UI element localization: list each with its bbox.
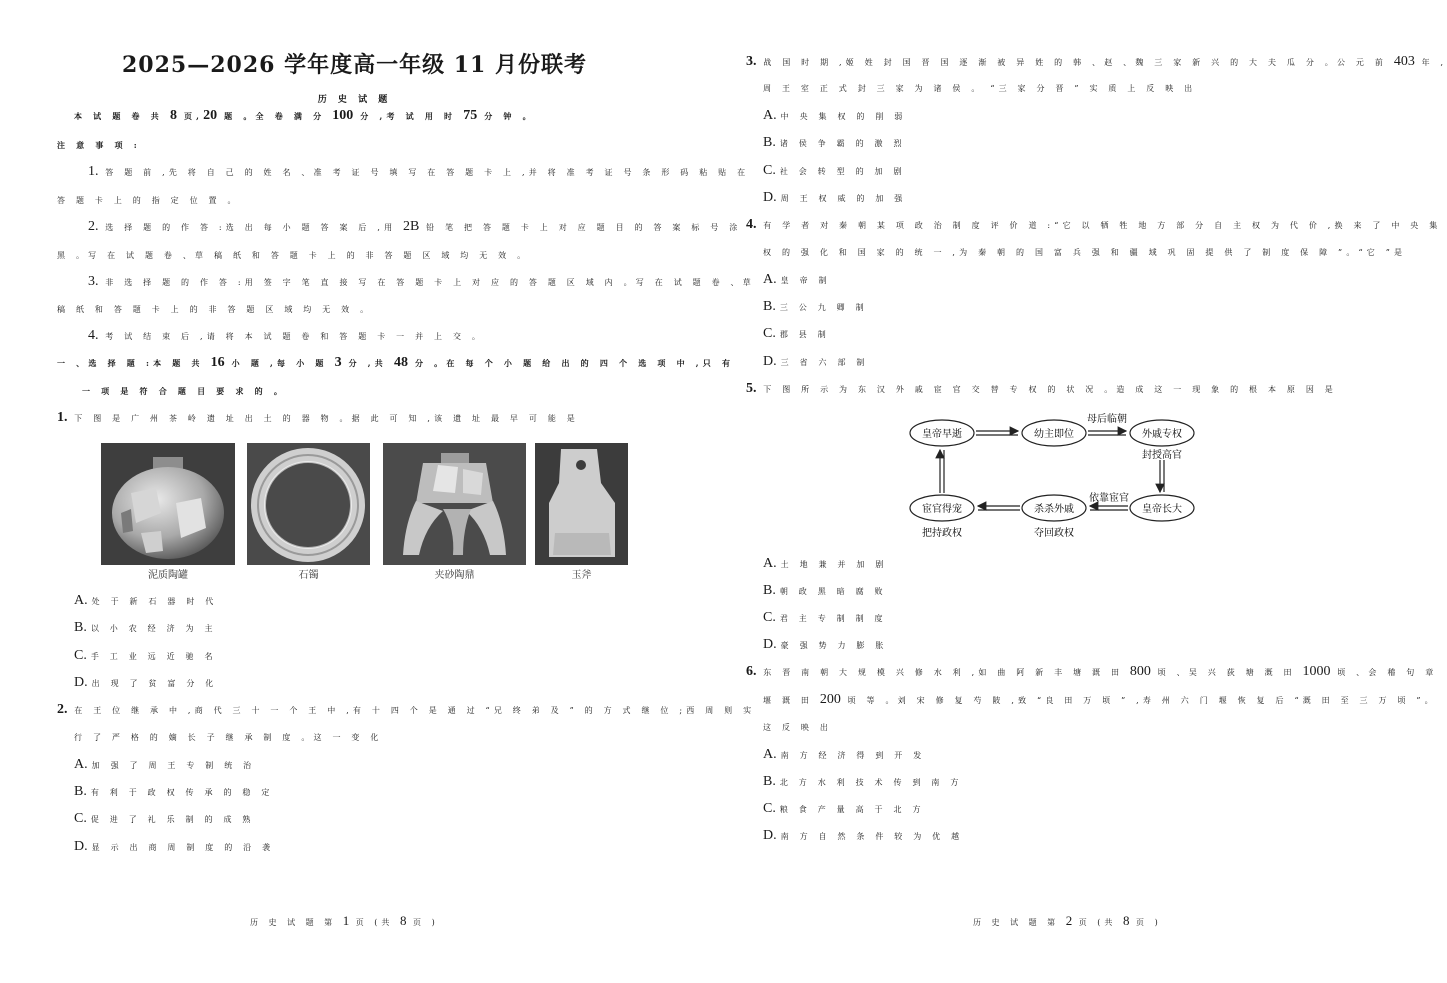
- node-emperor-dies-young: [910, 420, 974, 446]
- question-3-stem-cont: 周 王 室 正 式 封 三 家 为 诸 侯 。 “三 家 分 晋 ” 实 质 上 反 映 出: [763, 84, 1197, 93]
- q4-option-b[interactable]: B. 三 公 九 卿 制: [763, 299, 868, 314]
- label-empress-regency: 母后临朝: [1087, 414, 1127, 425]
- question-2-stem: 2. 在 王 位 继 承 中 ,商 代 三 十 一 个 王 中 ,有 十 四 个 是 通 过 “兄 终 弟 及 ” 的 方 式 继 位 ;西 周 则 实: [57, 702, 756, 717]
- artifact-stone-bracelet-image: [247, 443, 370, 565]
- question-3-stem: 3. 战 国 时 期 ,姬 姓 封 国 晋 国 逐 渐 被 异 姓 的 韩 、赵 、魏 三 家 新 兴 的 大 夫 瓜 分 。公 元 前 403 年 ,: [746, 54, 1447, 69]
- q5-option-d[interactable]: D. 豪 强 势 力 膨 胀: [763, 637, 888, 652]
- question-1-stem: 1. 下 图 是 广 州 茶 岭 遗 址 出 土 的 器 物 。据 此 可 知 ,该 遗 址 最 早 可 能 是: [57, 410, 579, 425]
- notice-1: 1. 答 题 前 ,先 将 自 己 的 姓 名 、准 考 证 号 填 写 在 答 题 卡 上 ,并 将 准 考 证 号 条 形 码 粘 贴 在: [88, 164, 750, 179]
- exam-title: 2025—2026 学年度高一年级 11 月份联考: [121, 52, 588, 78]
- q4-option-a[interactable]: A. 皇 帝 制: [763, 272, 831, 287]
- question-6-stem-cont: 堰 溉 田 200 顷 等 。刘 宋 修 复 芍 陂 ,致 “良 田 万 顷 ” ,寿 州 六 门 堰 恢 复 后 “溉 田 至 三 万 顷 ”。: [763, 692, 1437, 707]
- exam-intro: 本 试 题 卷 共 8 页,20 题 。全 卷 满 分 100 分 ,考 试 用 时 75 分 钟 。: [74, 108, 535, 123]
- node-child-ascends: [1022, 420, 1086, 446]
- q6-option-d[interactable]: D. 南 方 自 然 条 件 较 为 优 越: [763, 828, 964, 843]
- label-retake-power: 夺回政权: [1034, 528, 1074, 539]
- q6-option-b[interactable]: B. 北 方 水 利 技 术 传 到 南 方: [763, 774, 963, 789]
- artifact-tripod-ding-image: [383, 443, 526, 565]
- question-6-stem-cont-2: 这 反 映 出: [763, 723, 833, 732]
- eunuch-consort-cycle-diagram: [898, 408, 1208, 544]
- label-rely-eunuchs: 依靠宦官: [1089, 493, 1129, 504]
- svg-text:外戚专权: 外戚专权: [1142, 429, 1182, 440]
- notice-3-cont: 稿 纸 和 答 题 卡 上 的 非 答 题 区 域 均 无 效 。: [57, 305, 373, 314]
- q3-option-d[interactable]: D. 周 王 权 威 的 加 强: [763, 190, 907, 205]
- q1-option-c[interactable]: C. 手 工 业 远 近 驰 名: [74, 648, 217, 663]
- q2-option-d[interactable]: D. 显 示 出 商 周 制 度 的 沿 袭: [74, 839, 275, 854]
- notice-1-cont: 答 题 卡 上 的 指 定 位 置 。: [57, 196, 240, 205]
- node-consort-power: [1130, 420, 1194, 446]
- caption-jade-axe: 玉斧: [571, 570, 592, 581]
- question-5-stem: 5. 下 图 所 示 为 东 汉 外 戚 宦 官 交 替 专 权 的 状 况 。造 成 这 一 现 象 的 根 本 原 因 是: [746, 381, 1337, 396]
- q6-option-a[interactable]: A. 南 方 经 济 得 到 开 发: [763, 747, 926, 762]
- label-control-power: 把持政权: [922, 528, 962, 539]
- notice-4: 4. 考 试 结 束 后 ,请 将 本 试 题 卷 和 答 题 卡 一 并 上 交 。: [88, 328, 485, 343]
- caption-pottery-jar: 泥质陶罐: [148, 570, 188, 581]
- artifact-pottery-jar-image: [101, 443, 235, 565]
- svg-text:皇帝早逝: 皇帝早逝: [922, 429, 962, 440]
- q1-option-d[interactable]: D. 出 现 了 贫 富 分 化: [74, 675, 218, 690]
- notice-3: 3. 非 选 择 题 的 作 答 :用 签 字 笔 直 接 写 在 答 题 卡 上 对 应 的 答 题 区 域 内 。写 在 试 题 卷 、草: [88, 274, 755, 289]
- node-eunuch-favored: [910, 495, 974, 521]
- caption-tripod-ding: 夹砂陶鼎: [434, 570, 475, 581]
- q2-option-b[interactable]: B. 有 利 于 政 权 传 承 的 稳 定: [74, 784, 274, 799]
- notice-2: 2. 选 择 题 的 作 答 :选 出 每 小 题 答 案 后 ,用 2B 铅 笔 把 答 题 卡 上 对 应 题 目 的 答 案 标 号 涂: [88, 219, 742, 234]
- svg-text:宦官得宠: 宦官得宠: [922, 504, 962, 515]
- q5-option-a[interactable]: A. 土 地 兼 并 加 剧: [763, 556, 888, 571]
- q5-option-c[interactable]: C. 君 主 专 制 制 度: [763, 610, 887, 625]
- q1-option-b[interactable]: B. 以 小 农 经 济 为 主: [74, 620, 217, 635]
- artifact-jade-axe-image: [535, 443, 628, 565]
- question-4-stem-cont: 权 的 强 化 和 国 家 的 统 一 ,为 秦 朝 的 国 富 兵 强 和 疆 域 巩 固 提 供 了 制 度 保 障 ”。“它 ”是: [763, 248, 1407, 257]
- q6-option-c[interactable]: C. 粮 食 产 量 高 于 北 方: [763, 801, 925, 816]
- exam-subtitle: 历 史 试 题: [317, 95, 392, 105]
- svg-text:皇帝长大: 皇帝长大: [1142, 504, 1182, 515]
- q4-option-d[interactable]: D. 三 省 六 部 制: [763, 354, 869, 369]
- label-high-offices: 封授高官: [1142, 450, 1182, 461]
- q4-option-c[interactable]: C. 郡 县 制: [763, 326, 830, 341]
- question-6-stem: 6. 东 晋 南 朝 大 规 模 兴 修 水 利 ,如 曲 阿 新 丰 塘 溉 田 800 顷 、吴 兴 荻 塘 溉 田 1000 顷 、会 稽 句 章: [746, 664, 1438, 679]
- q5-option-b[interactable]: B. 朝 政 黑 暗 腐 败: [763, 583, 887, 598]
- q2-option-c[interactable]: C. 促 进 了 礼 乐 制 的 成 熟: [74, 811, 255, 826]
- caption-stone-bracelet: 石镯: [298, 570, 319, 581]
- svg-text:杀杀外戚: 杀杀外戚: [1034, 504, 1074, 515]
- notice-2-cont: 黑 。写 在 试 题 卷 、草 稿 纸 和 答 题 卡 上 的 非 答 题 区 域 均 无 效 。: [57, 251, 530, 260]
- notice-heading: 注 意 事 项 :: [57, 140, 141, 150]
- question-4-stem: 4. 有 学 者 对 秦 朝 某 项 政 治 制 度 评 价 道 :“它 以 牺 牲 地 方 部 分 自 主 权 为 代 价 ,换 来 了 中 央 集: [746, 217, 1442, 232]
- section-heading-cont: 一 项 是 符 合 题 目 要 求 的 。: [82, 386, 287, 396]
- exam-page-2: [709, 0, 1447, 983]
- q2-option-a[interactable]: A. 加 强 了 周 王 专 制 统 治: [74, 757, 256, 772]
- q3-option-a[interactable]: A. 中 央 集 权 的 削 弱: [763, 108, 907, 123]
- question-2-stem-cont: 行 了 严 格 的 嫡 长 子 继 承 制 度 。这 一 变 化: [74, 733, 383, 742]
- q3-option-b[interactable]: B. 诸 侯 争 霸 的 激 烈: [763, 135, 906, 150]
- q3-option-c[interactable]: C. 社 会 转 型 的 加 剧: [763, 163, 906, 178]
- section-heading: 一 、选 择 题 :本 题 共 16 小 题 ,每 小 题 3 分 ,共 48 分 。在 每 个 小 题 给 出 的 四 个 选 项 中 ,只 有: [57, 355, 735, 370]
- node-kill-consort: [1022, 495, 1086, 521]
- page-footer-1: 历 史 试 题 第 1 页 (共 8 页 ): [250, 913, 439, 928]
- q1-option-a[interactable]: A. 处 于 新 石 器 时 代: [74, 593, 218, 608]
- page-footer-2: 历 史 试 题 第 2 页 (共 8 页 ): [973, 913, 1162, 928]
- svg-text:幼主即位: 幼主即位: [1034, 429, 1074, 440]
- node-emperor-grows-up: [1130, 495, 1194, 521]
